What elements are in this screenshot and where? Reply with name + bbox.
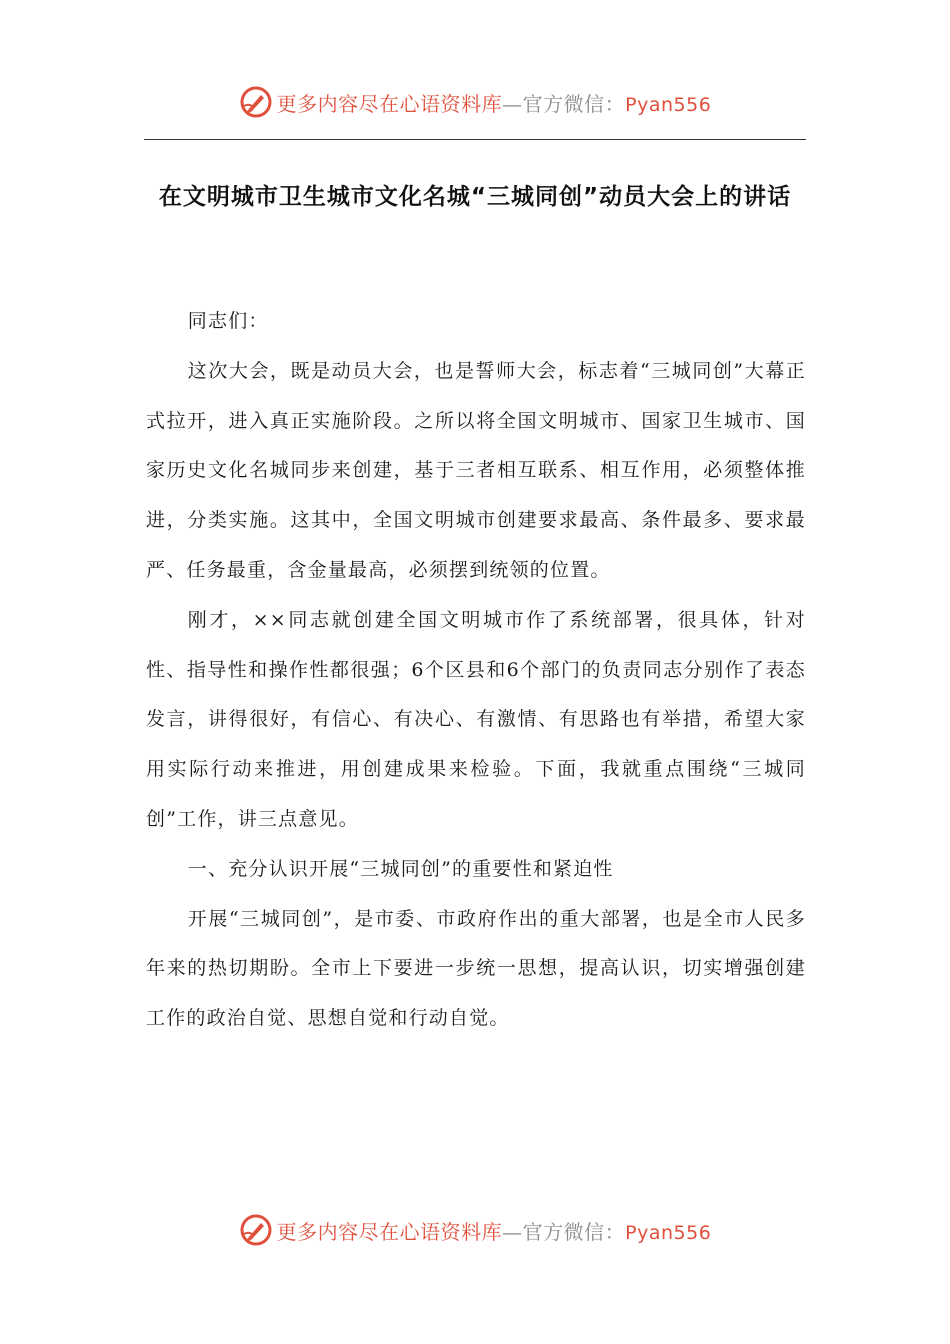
watermark-text	[277, 1216, 712, 1245]
watermark-wechat-label: 官方微信：	[522, 91, 626, 116]
paragraph: 这次大会，既是动员大会，也是誓师大会，标志着“三城同创”大幕正式拉开，进入真正实施阶段。之所以将全国文明城市、国家卫生城市、国家历史文化名城同步来创建，基于三者相互联系、相互作用，必须整体推进，分类实施。这其中，全国文明城市创建要求最高、条件最多、要求最严、任务最重，含金量最高，必须摆到统领的位置。	[146, 359, 806, 581]
document-title: 在文明城市卫生城市文化名城“三城同创”动员大会上的讲话	[158, 184, 792, 210]
paragraph: 刚才，××同志就创建全国文明城市作了系统部署，很具体，针对性、指导性和操作性都很强；6个区县和6个部门的负责同志分别作了表态发言，讲得很好，有信心、有决心、有激情、有思路也有举措，希望大家用实际行动来推进，用创建成果来检验。下面，我就重点围绕“三城同创”工作，讲三点意见。	[146, 608, 806, 830]
paragraph: 开展“三城同创”，是市委、市政府作出的重大部署，也是全市人民多年来的热切期盼。全市上下要进一步统一思想，提高认识，切实增强创建工作的政治自觉、思想自觉和行动自觉。	[146, 907, 806, 1030]
header-watermark-banner	[0, 80, 950, 124]
document-body	[146, 297, 806, 1044]
watermark-main-text: 更多内容尽在心语资料库	[276, 91, 503, 116]
section-heading: 一、充分认识开展“三城同创”的重要性和紧迫性	[187, 857, 614, 880]
watermark-separator: —	[502, 1219, 523, 1244]
pen-logo-icon	[239, 1213, 273, 1247]
watermark-text	[277, 88, 712, 117]
watermark-wechat-id: Pyan556	[625, 93, 712, 116]
paragraph-salutation: 同志们：	[187, 310, 269, 332]
watermark-wechat-label: 官方微信：	[522, 1219, 626, 1244]
footer-watermark-banner	[0, 1208, 950, 1252]
pen-logo-icon	[239, 85, 273, 119]
header-divider	[144, 139, 806, 140]
watermark-separator: —	[502, 91, 523, 116]
watermark-wechat-id: Pyan556	[625, 1221, 712, 1244]
watermark-main-text: 更多内容尽在心语资料库	[276, 1219, 503, 1244]
